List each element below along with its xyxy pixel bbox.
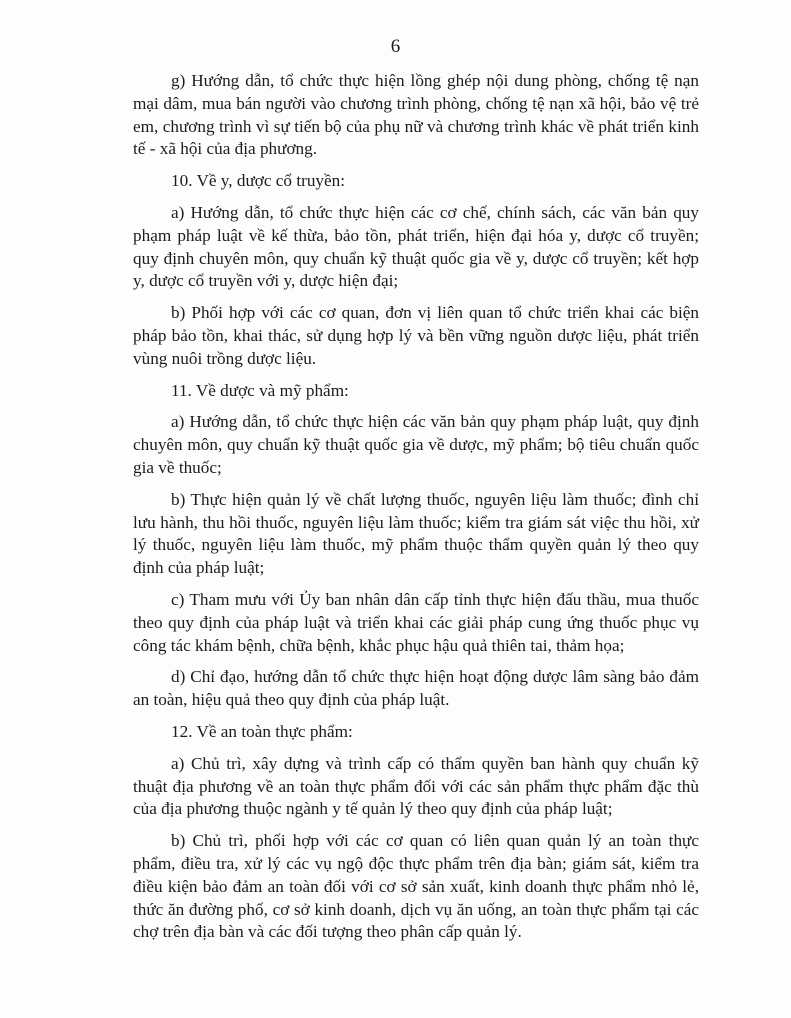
paragraph-10a: a) Hướng dẫn, tổ chức thực hiện các cơ chế, chính sách, các văn bản quy phạm pháp luật về kế thừa, bảo tồn, phát triển, hiện đại hóa y, dược cổ truyền; quy định chuyên môn, quy chuẩn kỹ thuật quốc gia về y, dược cổ truyền; kết hợp y, dược cổ truyền với y, dược hiện đại; bbox=[133, 202, 699, 291]
paragraph-11c: c) Tham mưu với Ủy ban nhân dân cấp tỉnh thực hiện đấu thầu, mua thuốc theo quy định của pháp luật và triển khai các giải pháp cung ứng thuốc phục vụ công tác khám bệnh, chữa bệnh, khắc phục hậu quả thiên tai, thảm họa; bbox=[133, 589, 699, 655]
paragraph-9g: g) Hướng dẫn, tổ chức thực hiện lồng ghép nội dung phòng, chống tệ nạn mại dâm, mua bán người vào chương trình phòng, chống tệ nạn xã hội, bảo vệ trẻ em, chương trình vì sự tiến bộ của phụ nữ và chương trình khác về phát triển kinh tế - xã hội của địa phương. bbox=[133, 71, 699, 159]
paragraph-11d: d) Chỉ đạo, hướng dẫn tổ chức thực hiện hoạt động dược lâm sàng bảo đảm an toàn, hiệu quả theo quy định của pháp luật. bbox=[133, 667, 699, 710]
section-heading-11: 11. Về dược và mỹ phẩm: bbox=[171, 380, 349, 400]
paragraph-12b: b) Chủ trì, phối hợp với các cơ quan có liên quan quản lý an toàn thực phẩm, điều tra, xử lý các vụ ngộ độc thực phẩm trên địa bàn; giám sát, kiểm tra điều kiện bảo đảm an toàn đối với cơ sở sản xuất, kinh doanh thực phẩm nhỏ lẻ, thức ăn đường phố, cơ sở kinh doanh, dịch vụ ăn uống, an toàn thực phẩm tại các chợ trên địa bàn và các đối tượng theo phân cấp quản lý. bbox=[133, 831, 699, 942]
paragraph-11b: b) Thực hiện quản lý về chất lượng thuốc, nguyên liệu làm thuốc; đình chỉ lưu hành, thu hồi thuốc, nguyên liệu làm thuốc; kiểm tra giám sát việc thu hồi, xử lý thuốc, nguyên liệu làm thuốc, mỹ phẩm thuộc thẩm quyền quản lý theo quy định của pháp luật; bbox=[133, 489, 699, 578]
document-body bbox=[133, 70, 699, 953]
section-heading-10: 10. Về y, dược cổ truyền: bbox=[171, 171, 346, 191]
paragraph-12a: a) Chủ trì, xây dựng và trình cấp có thẩm quyền ban hành quy chuẩn kỹ thuật địa phương về an toàn thực phẩm đối với các sản phẩm thực phẩm đặc thù của địa phương thuộc ngành y tế quản lý theo quy định của pháp luật; bbox=[133, 753, 699, 819]
section-heading-12: 12. Về an toàn thực phẩm: bbox=[171, 721, 353, 741]
page-number: 6 bbox=[390, 36, 401, 57]
paragraph-11a: a) Hướng dẫn, tổ chức thực hiện các văn bản quy phạm pháp luật, quy định chuyên môn, quy chuẩn kỹ thuật quốc gia về dược, mỹ phẩm; bộ tiêu chuẩn quốc gia về thuốc; bbox=[133, 412, 699, 477]
paragraph-10b: b) Phối hợp với các cơ quan, đơn vị liên quan tổ chức triển khai các biện pháp bảo tồn, khai thác, sử dụng hợp lý và bền vững nguồn dược liệu, phát triển vùng nuôi trồng dược liệu. bbox=[133, 303, 699, 368]
